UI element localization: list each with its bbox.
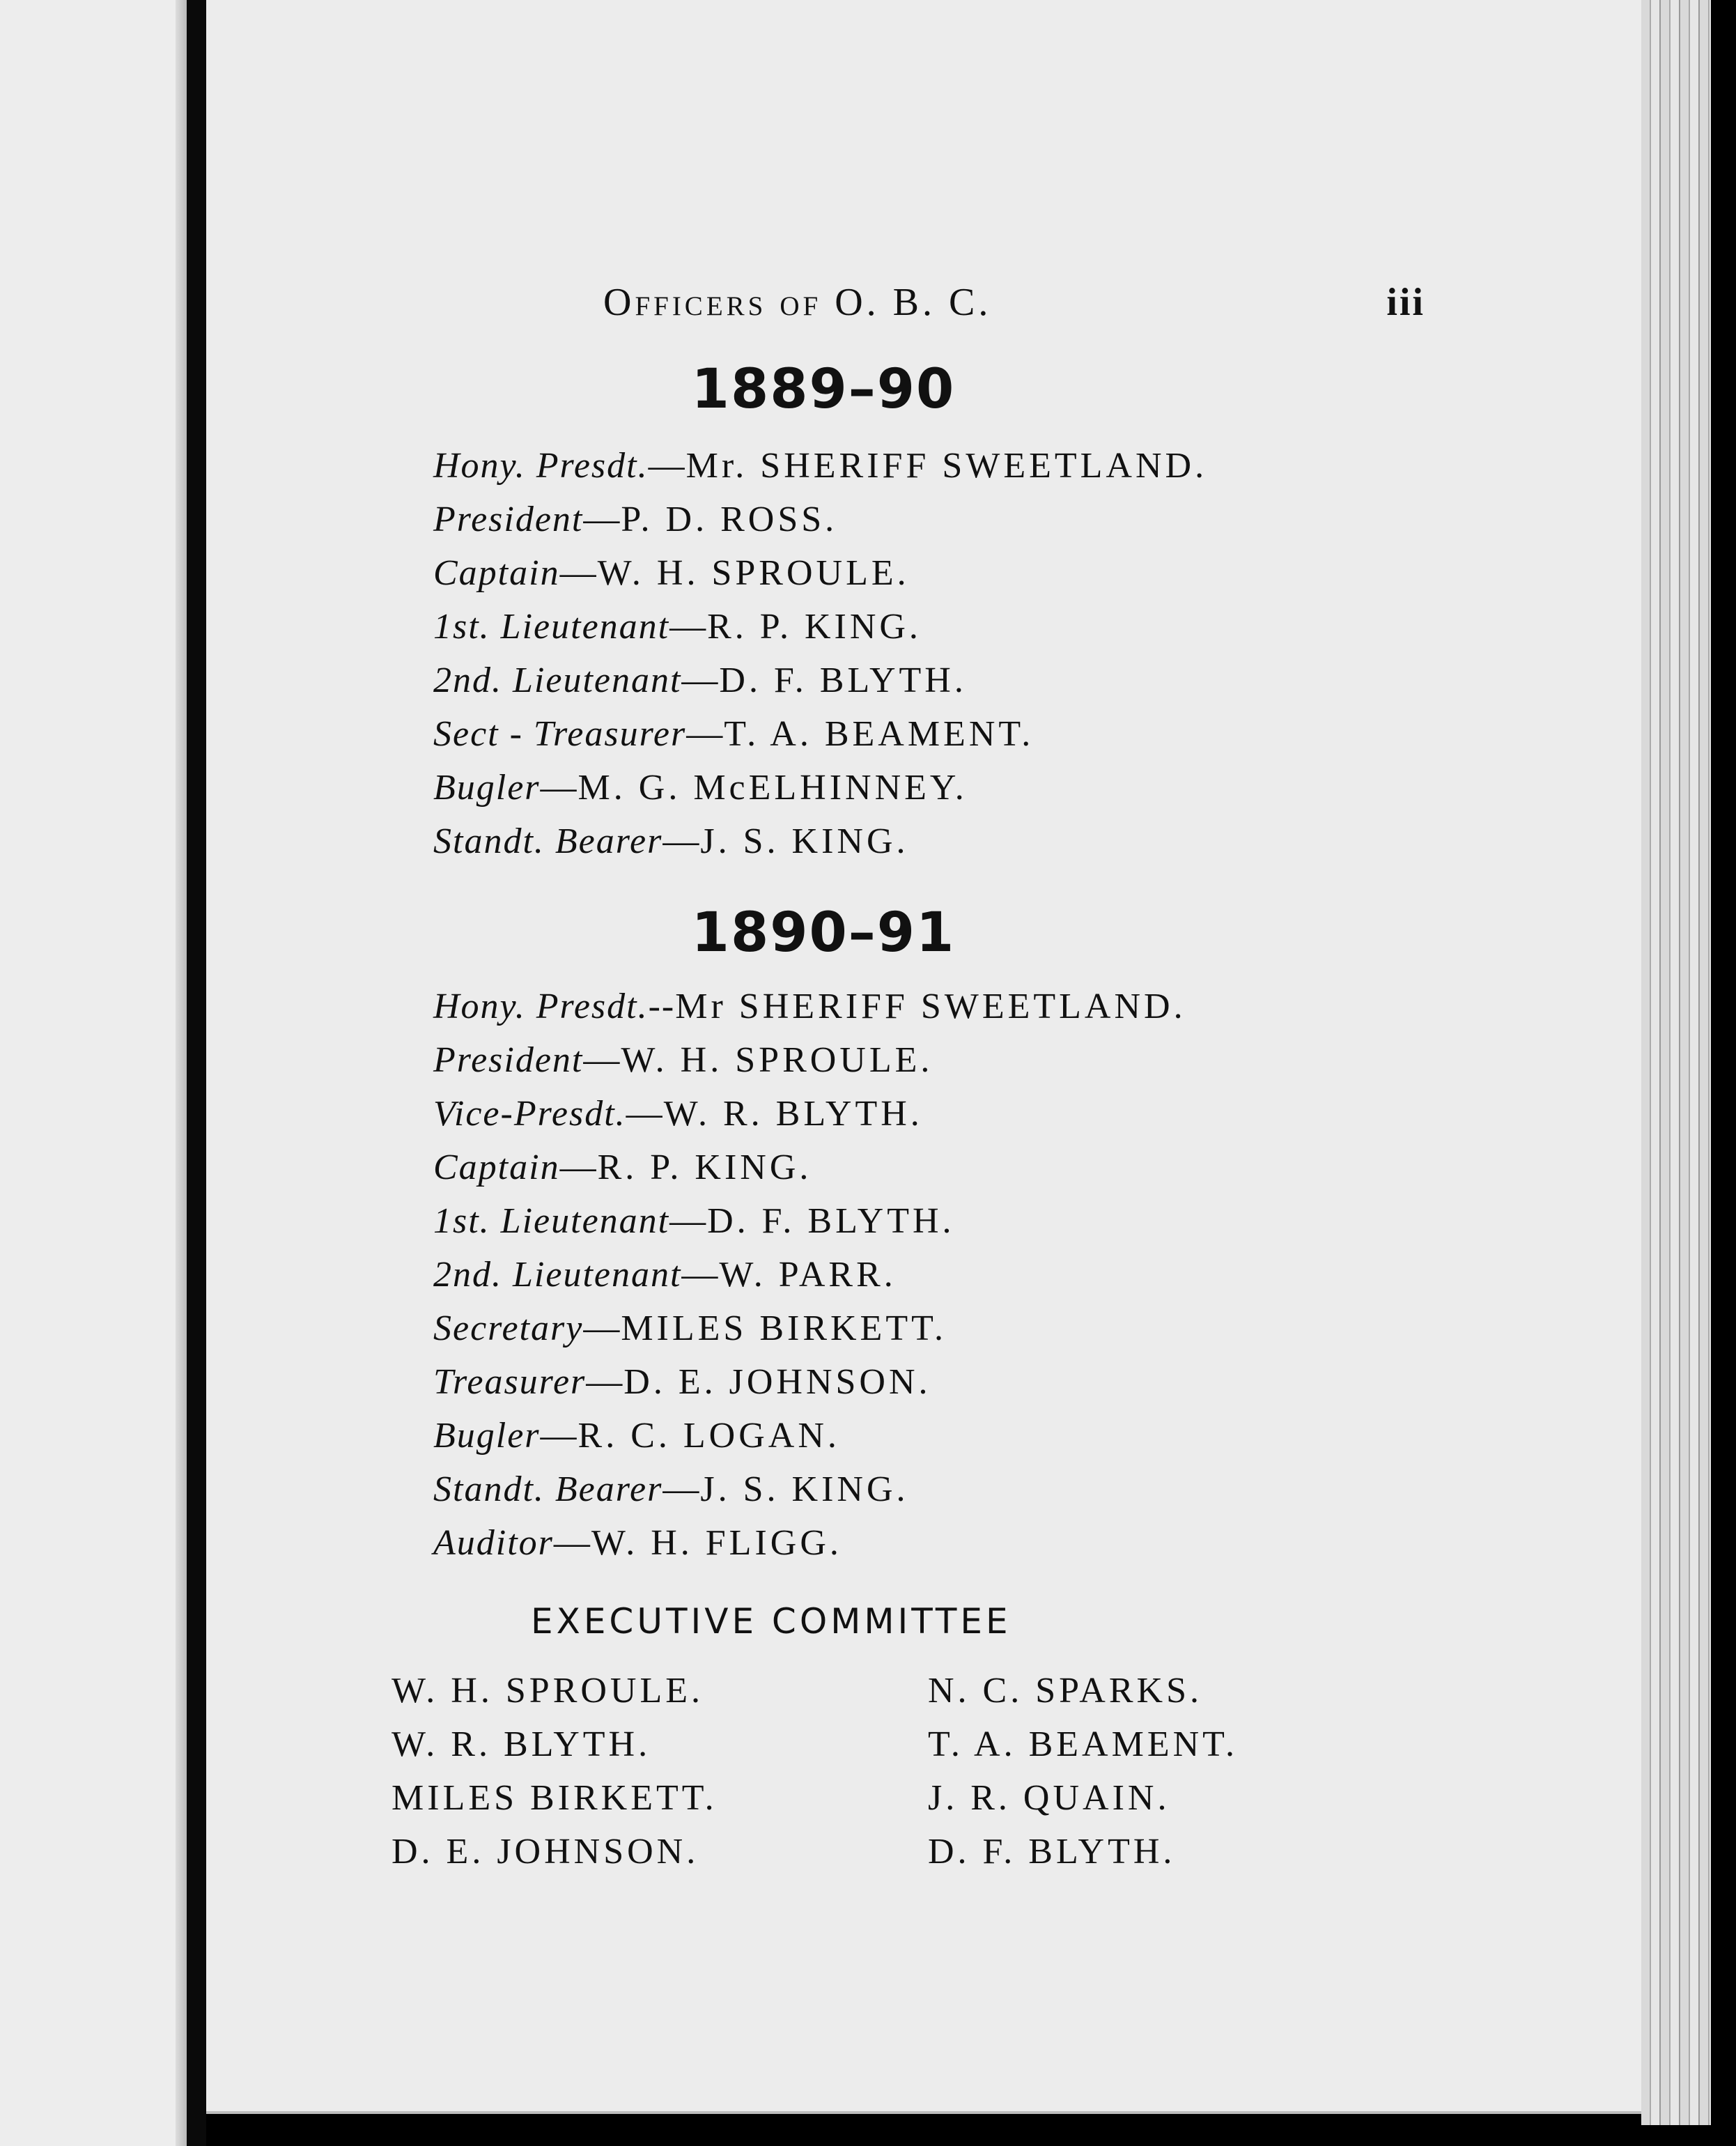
officer-separator: —: [583, 500, 621, 539]
officer-name: D. F. BLYTH.: [719, 661, 967, 700]
officer-row: [433, 1409, 1186, 1462]
officer-separator: --: [648, 987, 676, 1026]
officers-list-1889-90: [433, 439, 1207, 868]
committee-heading: EXECUTIVE COMMITTEE: [531, 1601, 1012, 1642]
committee-member: N. C. SPARKS.: [928, 1671, 1203, 1711]
officer-name: W. H. FLIGG.: [591, 1523, 842, 1563]
officer-separator: —: [662, 821, 701, 861]
officer-name: M. G. McELHINNEY.: [578, 768, 968, 808]
officer-title: Auditor: [433, 1523, 554, 1563]
officer-row: [433, 1141, 1186, 1194]
officer-separator: —: [586, 1362, 624, 1402]
committee-member: MILES BIRKETT.: [392, 1778, 718, 1818]
page-number: iii: [1386, 281, 1425, 324]
officer-separator: —: [583, 1040, 621, 1080]
officer-title: Standt. Bearer: [433, 1469, 663, 1509]
officer-title: 1st. Lieutenant: [433, 1201, 670, 1241]
committee-member: W. H. SPROULE.: [392, 1671, 704, 1711]
committee-member: W. R. BLYTH.: [392, 1724, 651, 1764]
officer-row: [433, 439, 1207, 493]
officer-name: J. S. KING.: [700, 821, 909, 861]
officer-name: T. A. BEAMENT.: [724, 714, 1034, 754]
officer-name: R. P. KING.: [597, 1148, 812, 1187]
officer-row: [433, 761, 1207, 815]
officer-title: Hony. Presdt.: [433, 987, 649, 1026]
officer-row: [433, 1087, 1186, 1141]
officer-separator: —: [669, 1201, 708, 1241]
officer-separator: —: [559, 1148, 598, 1187]
officer-title: Captain: [433, 1148, 560, 1187]
officer-title: Treasurer: [433, 1362, 587, 1402]
officer-separator: —: [553, 1523, 591, 1563]
officer-name: R. C. LOGAN.: [578, 1416, 840, 1456]
committee-member: D. E. JOHNSON.: [392, 1832, 699, 1871]
book-gutter: [187, 0, 206, 2146]
page-edges: [1641, 0, 1711, 2125]
officer-row: [433, 654, 1207, 707]
officer-separator: —: [559, 553, 598, 593]
officer-row: [433, 1516, 1186, 1570]
officer-separator: —: [681, 1255, 720, 1295]
officer-separator: —: [662, 1469, 701, 1509]
officer-row: [433, 815, 1207, 868]
officer-title: Bugler: [433, 1416, 541, 1456]
officer-row: [433, 546, 1207, 600]
officer-name: R. P. KING.: [707, 607, 922, 647]
officer-title: Bugler: [433, 768, 541, 808]
officer-row: [433, 1248, 1186, 1302]
facing-page-edge: [176, 0, 187, 2146]
officer-name: W. H. SPROULE.: [597, 553, 910, 593]
officer-separator: —: [669, 607, 708, 647]
officer-title: 2nd. Lieutenant: [433, 661, 682, 700]
officer-name: W. H. SPROULE.: [621, 1040, 933, 1080]
officer-separator: —: [540, 1416, 578, 1456]
officer-row: [433, 600, 1207, 654]
officer-title: Hony. Presdt.: [433, 446, 649, 486]
committee-column-right: [928, 1664, 1238, 1878]
officer-row: [433, 707, 1207, 761]
officer-row: [433, 493, 1207, 546]
officer-title: 2nd. Lieutenant: [433, 1255, 682, 1295]
officer-title: President: [433, 500, 584, 539]
officer-name: P. D. ROSS.: [621, 500, 838, 539]
officer-title: Secretary: [433, 1309, 584, 1348]
officer-separator: —: [681, 661, 720, 700]
officer-separator: —: [540, 768, 578, 808]
officer-title: 1st. Lieutenant: [433, 607, 670, 647]
officer-name: Mr. SHERIFF SWEETLAND.: [685, 446, 1208, 486]
officer-row: [433, 1194, 1186, 1248]
officer-name: Mr SHERIFF SWEETLAND.: [675, 987, 1186, 1026]
officer-separator: —: [626, 1094, 664, 1134]
officer-name: W. PARR.: [719, 1255, 897, 1295]
officer-row: [433, 1033, 1186, 1087]
section-year-heading: 1889–90: [691, 358, 956, 421]
officer-title: Captain: [433, 553, 560, 593]
officer-name: D. E. JOHNSON.: [623, 1362, 931, 1402]
officer-title: Sect - Treasurer: [433, 714, 687, 754]
officer-separator: —: [686, 714, 724, 754]
officer-separator: —: [583, 1309, 621, 1348]
officer-title: Vice-Presdt.: [433, 1094, 626, 1134]
officer-title: Standt. Bearer: [433, 821, 663, 861]
officer-separator: —: [648, 446, 686, 486]
officers-list-1890-91: [433, 980, 1186, 1570]
officer-name: D. F. BLYTH.: [707, 1201, 955, 1241]
officer-name: W. R. BLYTH.: [663, 1094, 923, 1134]
committee-member: D. F. BLYTH.: [928, 1832, 1176, 1871]
committee-member: T. A. BEAMENT.: [928, 1724, 1239, 1764]
officer-name: MILES BIRKETT.: [621, 1309, 947, 1348]
officer-title: President: [433, 1040, 584, 1080]
committee-column-left: [392, 1664, 718, 1878]
page-header: [603, 280, 1425, 336]
officer-row: [433, 1355, 1186, 1409]
facing-page: [0, 0, 187, 2146]
committee-member: J. R. QUAIN.: [928, 1778, 1170, 1818]
officer-row: [433, 1302, 1186, 1355]
officer-name: J. S. KING.: [700, 1469, 909, 1509]
section-year-heading: 1890–91: [691, 902, 956, 964]
officer-row: [433, 980, 1186, 1033]
officer-row: [433, 1462, 1186, 1516]
running-head: Officers of O. B. C.: [603, 281, 992, 324]
